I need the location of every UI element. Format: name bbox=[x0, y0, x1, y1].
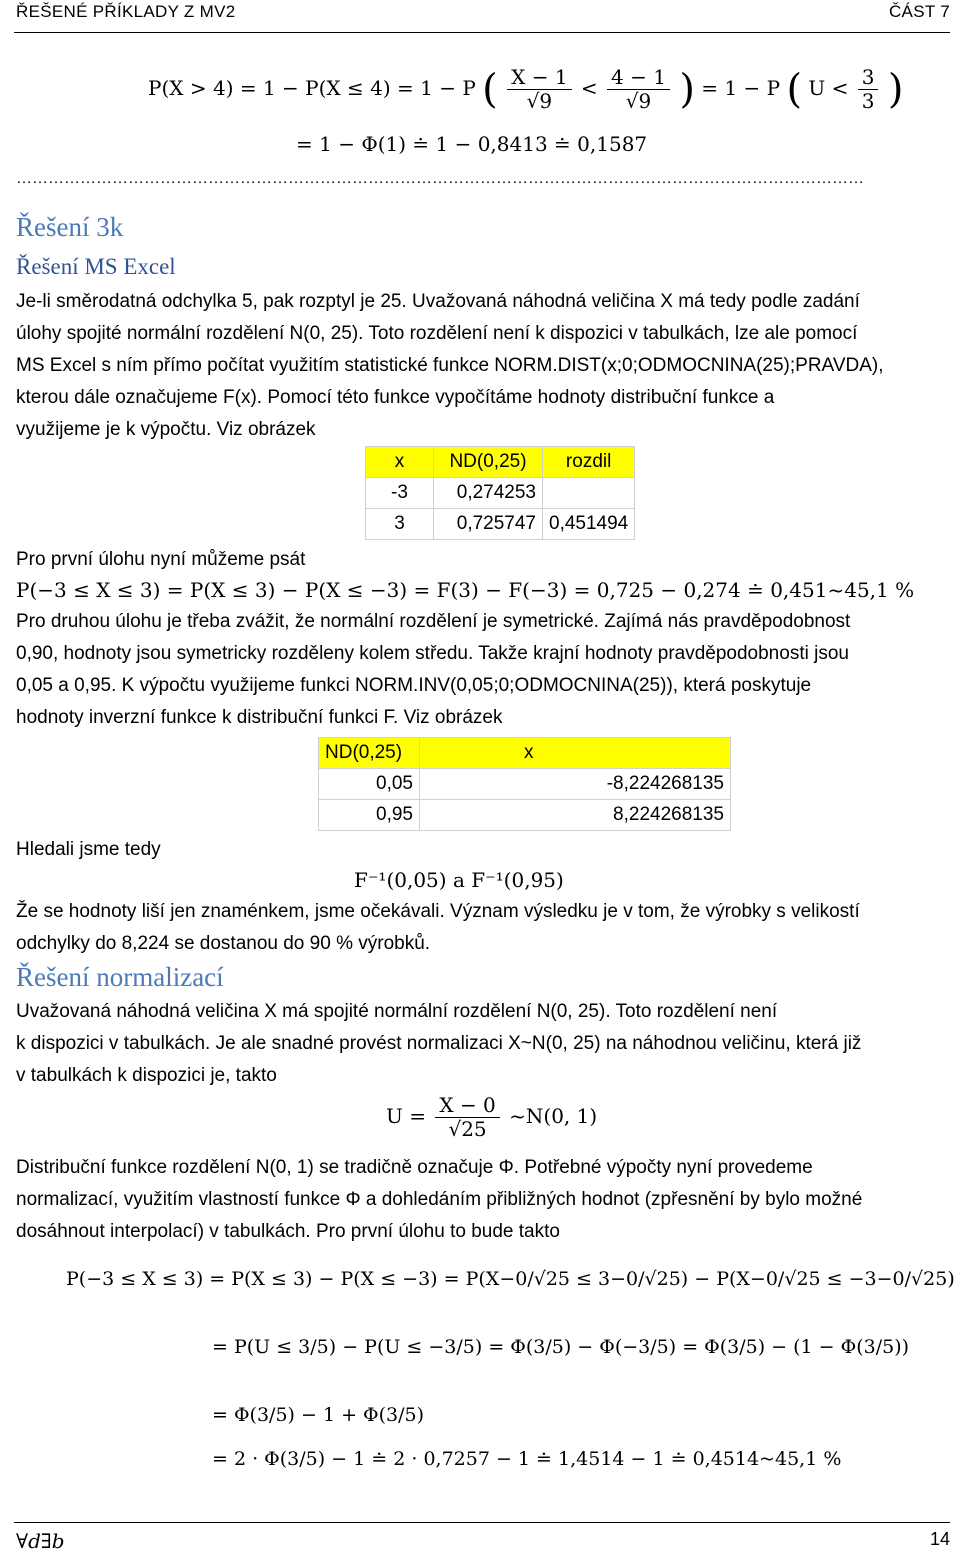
table-row bbox=[366, 478, 635, 509]
paragraph-conclusion bbox=[16, 896, 946, 960]
text-line: Pro druhou úlohu je třeba zvážit, že normální rozdělení je symetrické. Zajímá nás pravděpodobnost bbox=[16, 611, 851, 632]
table-cell: 8,224268135 bbox=[420, 800, 731, 831]
eq-part: ~N(0, 1) bbox=[509, 1104, 598, 1128]
table-header-cell: rozdil bbox=[543, 447, 635, 478]
paren: ( bbox=[786, 66, 803, 113]
fraction bbox=[435, 1094, 499, 1141]
text-line: v tabulkách k dispozici je, takto bbox=[16, 1065, 277, 1086]
equation-inverse: F⁻¹(0,05) a F⁻¹(0,95) bbox=[354, 868, 564, 892]
eq-part: = 1 − P bbox=[701, 76, 781, 100]
fraction bbox=[507, 66, 571, 113]
table-cell: 0,05 bbox=[319, 769, 420, 800]
table-header-cell: ND(0,25) bbox=[319, 738, 420, 769]
section-title-normalization: Řešení normalizací bbox=[16, 962, 224, 992]
page-header-title: ŘEŠENÉ PŘÍKLADY Z MV2 bbox=[16, 2, 236, 21]
section-subtitle-excel: Řešení MS Excel bbox=[16, 254, 176, 279]
text-line: MS Excel s ním přímo počítat využitím statistické funkce NORM.DIST(x;0;ODMOCNINA(25);PRAVDA), bbox=[16, 355, 884, 376]
final-eq-row2: = P(U ≤ 3/5) − P(U ≤ −3/5) = Φ(3/5) − Φ(−3/5) = Φ(3/5) − (1 − Φ(3/5)) bbox=[212, 1336, 910, 1358]
equation-normalization bbox=[386, 1094, 597, 1141]
table-header-cell: x bbox=[366, 447, 434, 478]
text-line: hodnoty inverzní funkce k distribuční funkci F. Viz obrázek bbox=[16, 707, 503, 728]
excel-table-nd bbox=[365, 446, 635, 540]
table-cell: 3 bbox=[366, 509, 434, 540]
footer-logo-text: ∀d∃b bbox=[16, 1529, 65, 1553]
frac-den: √9 bbox=[526, 89, 553, 113]
paragraph-first-task: Pro první úlohu nyní můžeme psát bbox=[16, 549, 306, 570]
header-rule bbox=[14, 32, 950, 33]
fraction bbox=[858, 66, 879, 113]
paren: ( bbox=[482, 66, 498, 113]
text-line: Že se hodnoty liší jen znaménkem, jsme očekávali. Význam výsledku je v tom, že výrobky s velikostí bbox=[16, 901, 860, 922]
table-row bbox=[319, 800, 731, 831]
frac-num: 3 bbox=[858, 66, 879, 90]
equation-excel-result: P(−3 ≤ X ≤ 3) = P(X ≤ 3) − P(X ≤ −3) = F(3) − F(−3) = 0,725 − 0,274 ≐ 0,451~45,1 % bbox=[16, 578, 915, 602]
frac-num: X − 1 bbox=[507, 66, 571, 90]
fraction bbox=[607, 66, 670, 113]
table-header-cell: ND(0,25) bbox=[434, 447, 543, 478]
table-header-row bbox=[366, 447, 635, 478]
paren: ) bbox=[679, 66, 695, 113]
text-line: k dispozici v tabulkách. Je ale snadné provést normalizaci X~N(0, 25) na náhodnou veličinu, která již bbox=[16, 1033, 862, 1054]
paragraph-intro bbox=[16, 286, 946, 446]
table-cell: -8,224268135 bbox=[420, 769, 731, 800]
text-line: využijeme je k výpočtu. Viz obrázek bbox=[16, 419, 316, 440]
top-equation-line1 bbox=[148, 66, 903, 113]
table-row bbox=[366, 509, 635, 540]
paragraph-second-task bbox=[16, 606, 946, 734]
text-line: odchylky do 8,224 se dostanou do 90 % výrobků. bbox=[16, 933, 431, 954]
final-eq-row3: = Φ(3/5) − 1 + Φ(3/5) bbox=[212, 1404, 425, 1426]
paren: ) bbox=[887, 66, 904, 113]
text-line: Distribuční funkce rozdělení N(0, 1) se tradičně označuje Φ. Potřebné výpočty nyní provedeme bbox=[16, 1157, 813, 1178]
page-number: 14 bbox=[929, 1529, 950, 1549]
table-cell: -3 bbox=[366, 478, 434, 509]
top-equation-line2: = 1 − Φ(1) ≐ 1 − 0,8413 ≐ 0,1587 bbox=[296, 132, 648, 156]
excel-table-inverse bbox=[318, 737, 731, 831]
page-header-part: ČÁST 7 bbox=[888, 2, 950, 21]
table-cell bbox=[543, 478, 635, 509]
final-eq-row1: P(−3 ≤ X ≤ 3) = P(X ≤ 3) − P(X ≤ −3) = P(X−0/√25 ≤ 3−0/√25) − P(X−0/√25 ≤ −3−0/√25) bbox=[66, 1268, 955, 1290]
separator-dots: …………………………………………………………………………………………………………………………………………… bbox=[16, 170, 864, 187]
frac-num: 4 − 1 bbox=[607, 66, 670, 90]
eq-part: U = bbox=[386, 1104, 426, 1128]
table-header-cell: x bbox=[420, 738, 731, 769]
text-line: normalizací, využitím vlastností funkce Φ a dohledáním přibližných hodnot (zpřesnění by bylo možné bbox=[16, 1189, 863, 1210]
section-title-3k: Řešení 3k bbox=[16, 212, 124, 242]
frac-den: √25 bbox=[448, 1117, 487, 1141]
text-line: Je-li směrodatná odchylka 5, pak rozptyl je 25. Uvažovaná náhodná veličina X má tedy podle zadání bbox=[16, 291, 860, 312]
footer-rule bbox=[14, 1522, 950, 1523]
table-cell: 0,725747 bbox=[434, 509, 543, 540]
final-eq-row4: = 2 · Φ(3/5) − 1 ≐ 2 · 0,7257 − 1 ≐ 1,4514 − 1 ≐ 0,4514~45,1 % bbox=[212, 1448, 842, 1470]
table-cell: 0,274253 bbox=[434, 478, 543, 509]
eq-part: < bbox=[580, 76, 598, 100]
table-cell: 0,451494 bbox=[543, 509, 635, 540]
eq-part: P(X > 4) = 1 − P(X ≤ 4) = 1 − P bbox=[148, 76, 476, 100]
text-line: kterou dále označujeme F(x). Pomocí této funkce vypočítáme hodnoty distribuční funkce a bbox=[16, 387, 775, 408]
eq-part: U < bbox=[808, 76, 849, 100]
text-line: 0,05 a 0,95. K výpočtu využijeme funkci NORM.INV(0,05;0;ODMOCNINA(25)), která poskytuje bbox=[16, 675, 812, 696]
table-row bbox=[319, 769, 731, 800]
paragraph-phi bbox=[16, 1152, 946, 1248]
text-line: Uvažovaná náhodná veličina X má spojité normální rozdělení N(0, 25). Toto rozdělení není bbox=[16, 1001, 778, 1022]
table-cell: 0,95 bbox=[319, 800, 420, 831]
text-line: 0,90, hodnoty jsou symetricky rozděleny kolem středu. Takže krajní hodnoty pravděpodobnosti jsou bbox=[16, 643, 849, 664]
paragraph-searched: Hledali jsme tedy bbox=[16, 839, 161, 860]
frac-den: √9 bbox=[625, 89, 652, 113]
frac-den: 3 bbox=[861, 89, 875, 113]
table-header-row bbox=[319, 738, 731, 769]
text-line: úlohy spojité normální rozdělení N(0, 25). Toto rozdělení není k dispozici v tabulkách, lze ale pomocí bbox=[16, 323, 858, 344]
text-line: dosáhnout interpolací) v tabulkách. Pro první úlohu to bude takto bbox=[16, 1221, 560, 1242]
paragraph-normalization bbox=[16, 996, 946, 1092]
frac-num: X − 0 bbox=[435, 1094, 499, 1118]
